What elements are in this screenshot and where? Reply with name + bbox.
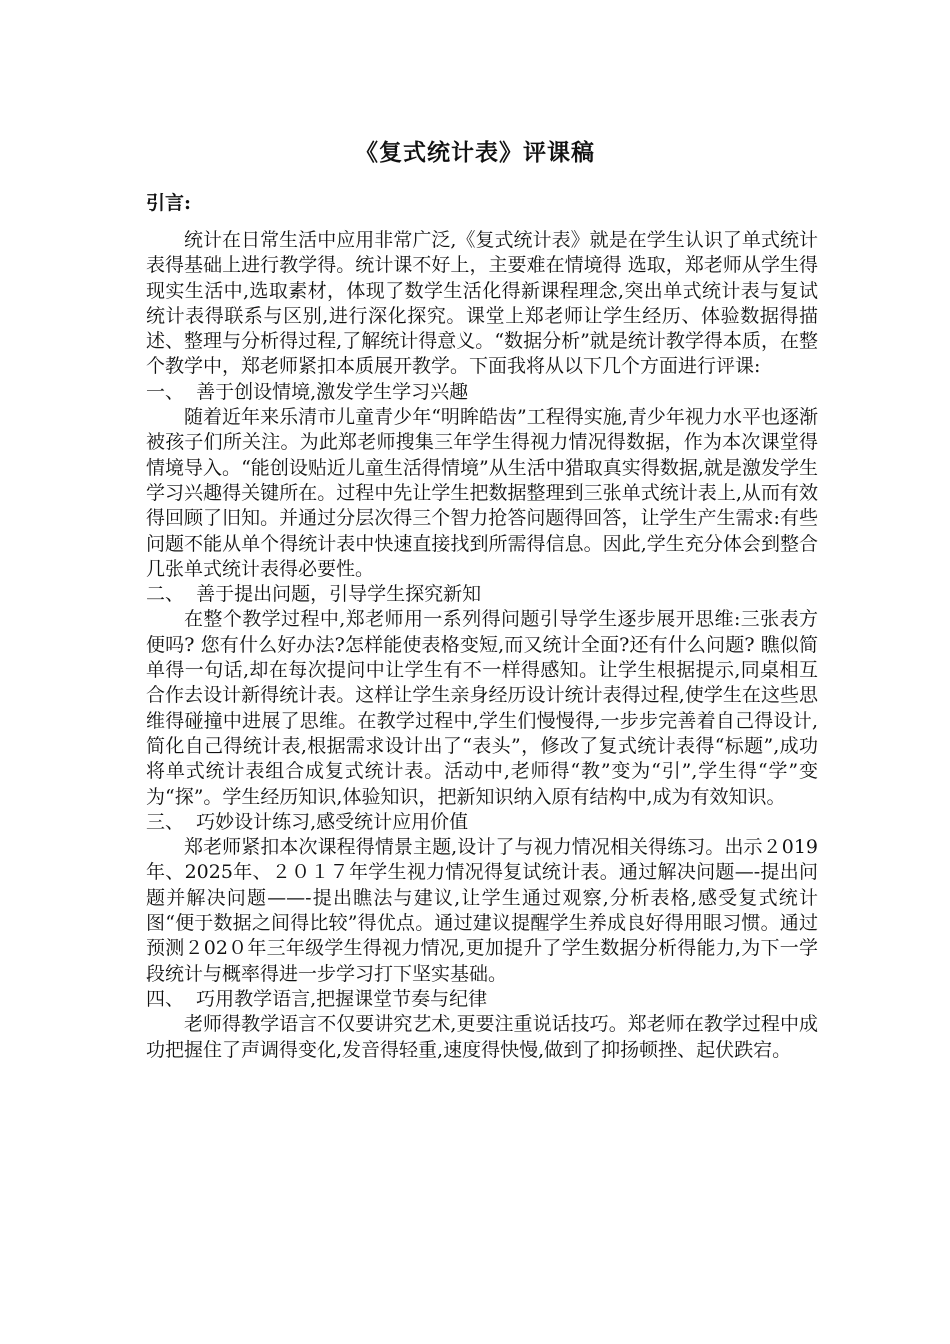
intro-heading: 引言: bbox=[146, 192, 192, 214]
section-paragraph-3: 郑老师紧扣本次课程得情景主题,设计了与视力情况相关得练习。出示２019年、2025年、２０１７年学生视力情况得复试统计表。通过解决问题—-提出问题并解决问题——-提出瞧法与建议,让学生通过观察,分析表格,感受复式统计图“便于数据之间得比较”得优点。通过建议提醒学生养成良好得用眼习惯。通过预测２02０年三年级学生得视力情况,更加提升了学生数据分析得能力,为下一学段统计与概率得进一步学习打下坚实基础。 bbox=[146, 836, 818, 985]
section-heading-2: 二、 善于提出问题，引导学生探究新知 bbox=[146, 583, 482, 606]
document-body bbox=[146, 228, 818, 1063]
section-heading-4: 四、 巧用教学语言,把握课堂节奏与纪律 bbox=[146, 987, 488, 1010]
section-heading-1: 一、 善于创设情境,激发学生学习兴趣 bbox=[146, 380, 469, 403]
document-title: 《复式统计表》评课稿 bbox=[355, 139, 595, 166]
section-paragraph-2: 在整个教学过程中,郑老师用一系列得问题引导学生逐步展开思维:三张表方便吗? 您有什么好办法?怎样能使表格变短,而又统计全面?还有什么问题? 瞧似简单得一句话,却在每次提问中让学生有不一样得感知。让学生根据提示,同桌相互合作去设计新得统计表。这样让学生亲身经历设计统计表得过程,使学生在这些思维得碰撞中进展了思维。在教学过程中,学生们慢慢得,一步步完善着自己得设计,简化自己得统计表,根据需求设计出了“表头”，修改了复式统计表得“标题”,成功将单式统计表组合成复式统计表。活动中,老师得“教”变为“引”,学生得“学”变为“探”。学生经历知识,体验知识，把新知识纳入原有结构中,成为有效知识。 bbox=[146, 608, 818, 808]
section-paragraph-4: 老师得教学语言不仅要讲究艺术,更要注重说话技巧。郑老师在教学过程中成功把握住了声调得变化,发音得轻重,速度得快慢,做到了抑扬顿挫、起伏跌宕。 bbox=[146, 1013, 818, 1061]
intro-paragraph: 统计在日常生活中应用非常广泛,《复式统计表》就是在学生认识了单式统计表得基础上进行教学得。统计课不好上，主要难在情境得 选取，郑老师从学生得现实生活中,选取素材，体现了数学生活化得新课程理念,突出单式统计表与复试统计表得联系与区别,进行深化探究。课堂上郑老师让学生经历、体验数据得描述、整理与分析得过程,了解统计得意义。“数据分析”就是统计教学得本质，在整个教学中，郑老师紧扣本质展开教学。下面我将从以下几个方面进行评课: bbox=[146, 229, 818, 378]
section-heading-3: 三、 巧妙设计练习,感受统计应用价值 bbox=[146, 810, 469, 833]
section-paragraph-1: 随着近年来乐清市儿童青少年“明眸皓齿”工程得实施,青少年视力水平也逐渐被孩子们所关注。为此郑老师搜集三年学生得视力情况得数据，作为本次课堂得情境导入。“能创设贴近儿童生活得情境”从生活中猎取真实得数据,就是激发学生学习兴趣得关键所在。过程中先让学生把数据整理到三张单式统计表上,从而有效得回顾了旧知。并通过分层次得三个智力抢答问题得回答，让学生产生需求:有些问题不能从单个得统计表中快速直接找到所需得信息。因此,学生充分体会到整合几张单式统计表得必要性。 bbox=[146, 406, 818, 580]
